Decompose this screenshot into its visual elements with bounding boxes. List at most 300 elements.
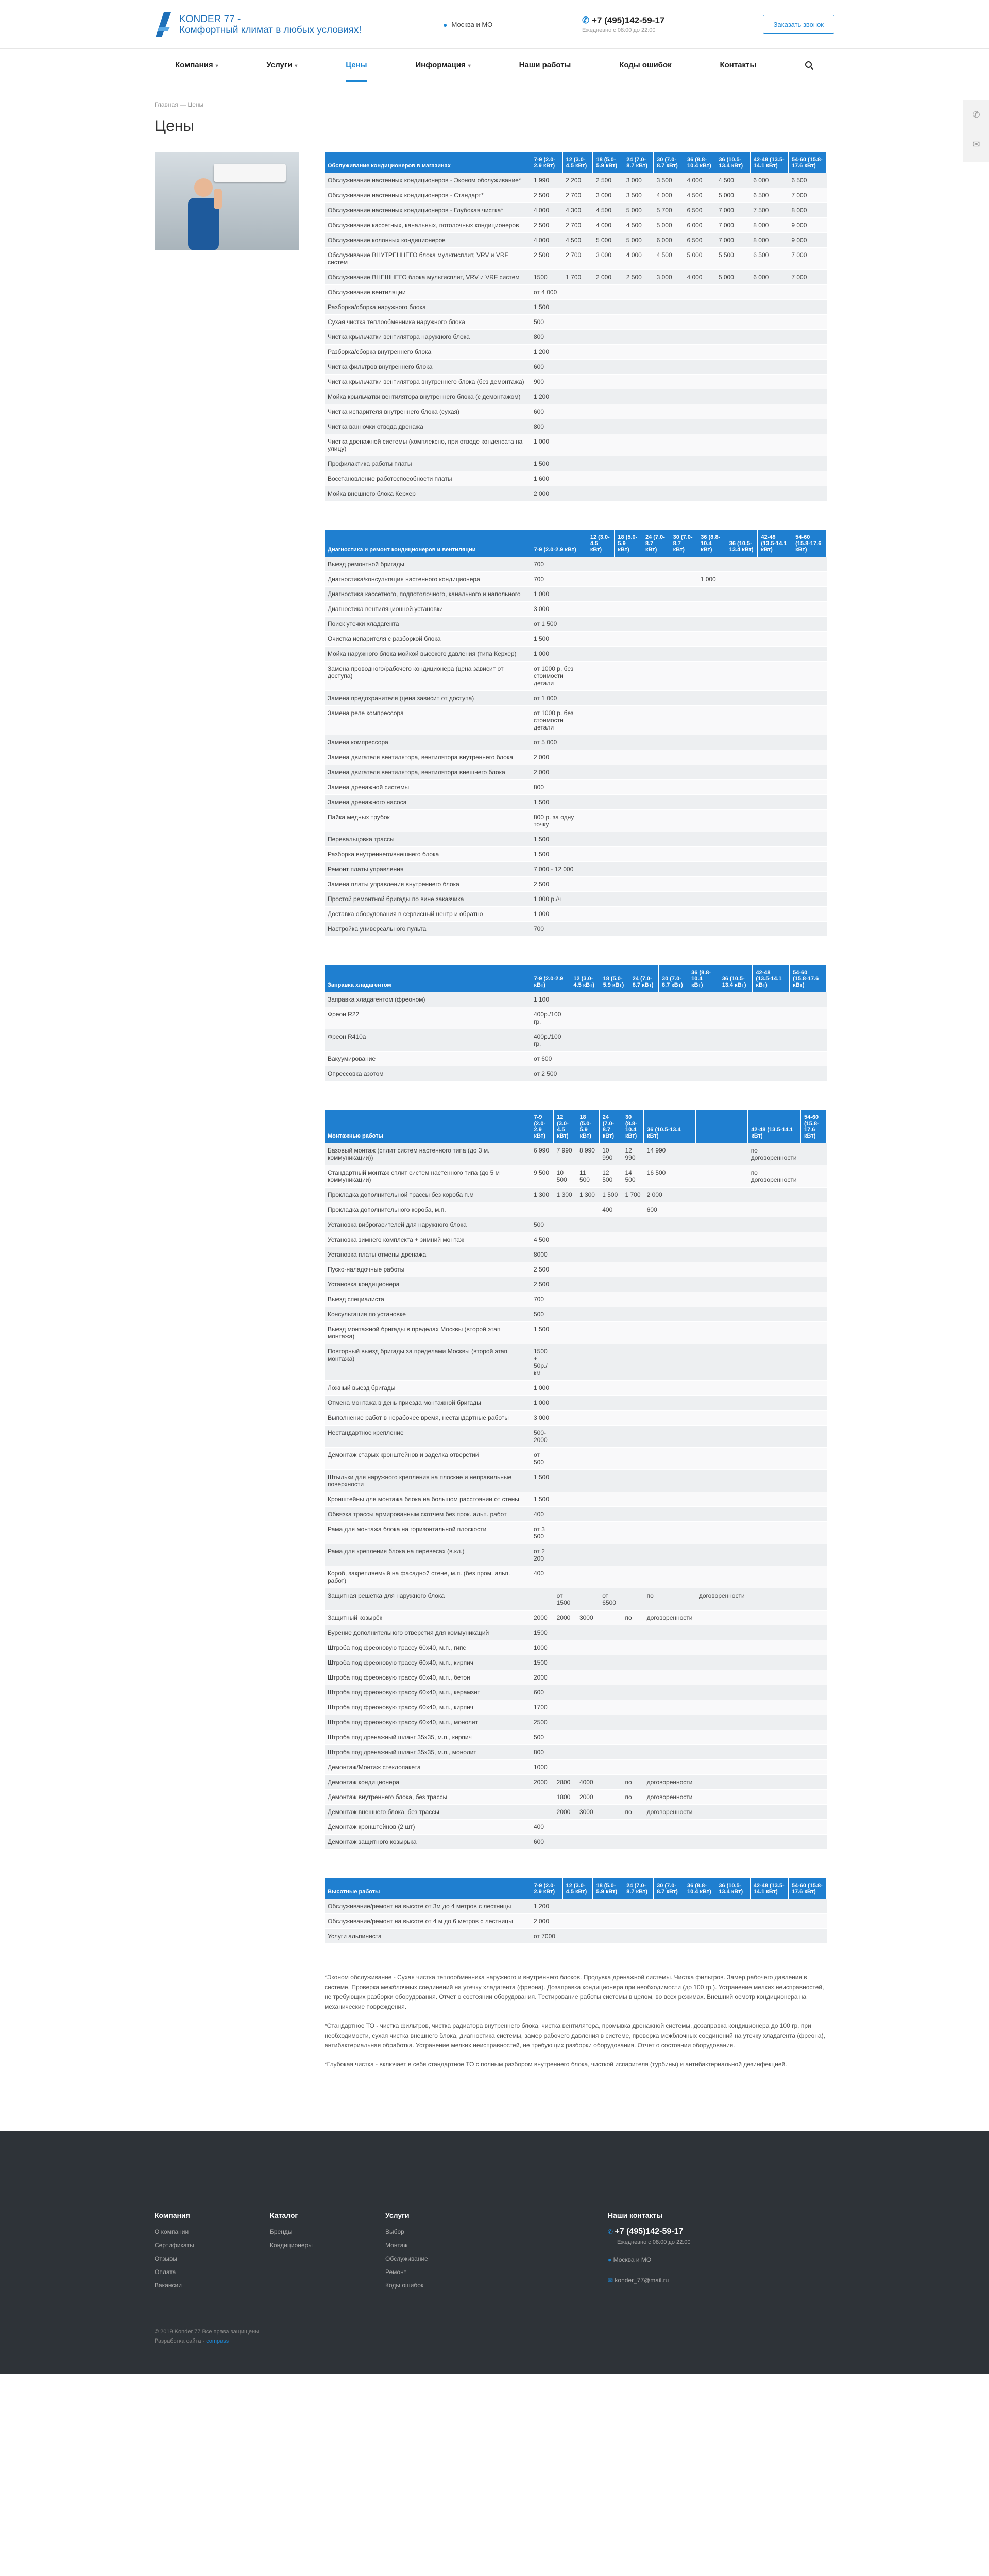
table-title: Диагностика и ремонт кондиционеров и вентиляции xyxy=(325,530,531,557)
price-cell xyxy=(753,1066,790,1081)
price-cell xyxy=(644,1745,696,1760)
price-cell xyxy=(576,1640,599,1655)
breadcrumb xyxy=(155,101,834,108)
price-cell xyxy=(792,810,827,832)
service-name: Демонтаж защитного козырька xyxy=(325,1835,531,1850)
price-cell xyxy=(696,1202,748,1217)
price-cell xyxy=(753,1007,790,1029)
table-row xyxy=(325,810,827,832)
price-cell xyxy=(593,389,623,404)
price-cell: 4000 xyxy=(576,1775,599,1790)
table-row xyxy=(325,922,827,937)
price-cell xyxy=(599,1745,622,1760)
note-deep-cleaning: *Глубокая чистка - включает в себя стандартное ТО с полным разбором внутреннего блока, чисткой испарителя (турбины) и антибактериальной дезинфекцией. xyxy=(325,2061,787,2068)
service-name: Замена реле компрессора xyxy=(325,706,531,735)
price-cell: 1 600 xyxy=(531,471,562,486)
column-header: 7-9 (2.0-2.9 кВт) xyxy=(531,152,562,173)
price-cell: по xyxy=(622,1611,643,1625)
nav-works-label[interactable]: Наши работы xyxy=(519,61,571,70)
column-header: 36 (8.8-10.4 кВт) xyxy=(688,965,719,992)
footer-link[interactable]: Бренды xyxy=(270,2228,293,2235)
price-cell xyxy=(792,832,827,847)
price-cell xyxy=(593,434,623,456)
price-cell: 4 000 xyxy=(531,203,562,218)
table-row xyxy=(325,795,827,810)
price-cell xyxy=(758,810,792,832)
price-cell xyxy=(696,1700,748,1715)
footer-phone[interactable] xyxy=(608,2225,834,2239)
price-cell xyxy=(684,404,715,419)
nav-services[interactable] xyxy=(267,49,298,82)
footer-city xyxy=(608,2253,834,2266)
service-name: Штроба под дренажный шланг 35х35, м.п., монолит xyxy=(325,1745,531,1760)
footer-link[interactable]: О компании xyxy=(155,2228,189,2235)
table-row xyxy=(325,617,827,632)
footer-city-label: Москва и МО xyxy=(613,2256,652,2263)
price-cell xyxy=(726,795,758,810)
table-row xyxy=(325,992,827,1007)
price-cell xyxy=(644,1820,696,1835)
price-cell xyxy=(753,1029,790,1052)
price-cell xyxy=(801,1262,827,1277)
table-row xyxy=(325,750,827,765)
price-cell xyxy=(748,1820,801,1835)
price-cell xyxy=(615,632,642,647)
price-cell: 2000 xyxy=(531,1670,554,1685)
price-cell xyxy=(629,1052,658,1066)
price-cell xyxy=(587,691,615,706)
service-name: Разборка/сборка внутреннего блока xyxy=(325,345,531,360)
column-header: 36 (10.5-13.4 кВт) xyxy=(719,965,753,992)
nav-works[interactable] xyxy=(519,49,571,82)
service-name: Чистка испарителя внутреннего блока (сухая) xyxy=(325,404,531,419)
table-row xyxy=(325,691,827,706)
price-cell xyxy=(554,1492,576,1507)
price-cell: 4 000 xyxy=(684,173,715,188)
price-cell xyxy=(599,1381,622,1396)
price-cell xyxy=(562,434,593,456)
column-header: 36 (10.5-13.4 кВт) xyxy=(644,1110,696,1143)
side-widget[interactable] xyxy=(963,100,989,162)
price-cell xyxy=(726,765,758,780)
footer-link[interactable]: Обслуживание xyxy=(385,2255,428,2262)
nav-error-codes-label[interactable]: Коды ошибок xyxy=(619,61,672,70)
price-cell xyxy=(554,1292,576,1307)
table-row xyxy=(325,1566,827,1588)
price-cell: 1800 xyxy=(554,1790,576,1805)
price-cell xyxy=(576,1715,599,1730)
price-cell xyxy=(788,1929,826,1944)
price-cell xyxy=(719,992,753,1007)
column-header: 36 (10.5-13.4 кВт) xyxy=(726,530,758,557)
price-cell xyxy=(622,1835,643,1850)
price-cell xyxy=(599,1292,622,1307)
logo[interactable] xyxy=(155,11,443,38)
price-cell: 3 500 xyxy=(654,173,684,188)
service-name: Установка зимнего комплекта + зимний монтаж xyxy=(325,1232,531,1247)
price-cell xyxy=(670,862,697,877)
price-cell xyxy=(576,1544,599,1566)
table-row xyxy=(325,907,827,922)
price-cell xyxy=(593,315,623,330)
table-row xyxy=(325,1760,827,1775)
price-cell xyxy=(599,1611,622,1625)
price-cell xyxy=(758,572,792,587)
table-row xyxy=(325,419,827,434)
price-cell xyxy=(644,1655,696,1670)
price-cell xyxy=(801,1277,827,1292)
table-row xyxy=(325,248,827,270)
price-cell xyxy=(753,992,790,1007)
price-cell xyxy=(587,765,615,780)
footer-link[interactable]: Сертификаты xyxy=(155,2242,194,2249)
price-cell xyxy=(593,471,623,486)
price-cell xyxy=(801,1411,827,1426)
price-cell xyxy=(696,1760,748,1775)
price-cell: 6 000 xyxy=(654,233,684,248)
price-cell xyxy=(593,419,623,434)
price-cell: 1 000 xyxy=(697,572,726,587)
price-cell xyxy=(697,765,726,780)
price-cell xyxy=(801,1188,827,1202)
price-cell xyxy=(801,1700,827,1715)
footer-link[interactable]: Монтаж xyxy=(385,2242,408,2249)
price-cell xyxy=(670,662,697,691)
price-cell xyxy=(587,557,615,572)
column-header: 30 (8.8-10.4 кВт) xyxy=(622,1110,643,1143)
price-cell xyxy=(697,617,726,632)
service-name: Штыльки для наружного крепления на плоские и неправильные поверхности xyxy=(325,1470,531,1492)
table-title: Монтажные работы xyxy=(325,1110,531,1143)
service-name: Базовый монтаж (сплит систем настенного типа (до 3 м. коммуникации)) xyxy=(325,1143,531,1165)
service-name: Восстановление работоспособности платы xyxy=(325,471,531,486)
price-cell xyxy=(726,557,758,572)
price-cell xyxy=(697,922,726,937)
service-name: Обслуживание вентиляции xyxy=(325,285,531,300)
price-cell xyxy=(615,691,642,706)
price-cell xyxy=(748,1522,801,1544)
price-cell: по xyxy=(644,1588,696,1611)
price-cell: 8 000 xyxy=(750,218,788,233)
copyright-text: © 2019 Konder 77 Все права защищены xyxy=(155,2329,259,2335)
price-cell xyxy=(654,486,684,501)
nav-company-label[interactable]: Компания xyxy=(175,61,213,70)
search-icon[interactable] xyxy=(805,49,814,82)
footer-link[interactable]: Отзывы xyxy=(155,2255,177,2262)
service-name: Опрессовка азотом xyxy=(325,1066,531,1081)
price-cell: 1 700 xyxy=(622,1188,643,1202)
price-cell xyxy=(670,877,697,892)
footer-col-services xyxy=(385,2209,501,2292)
price-cell xyxy=(587,810,615,832)
price-cell xyxy=(696,1396,748,1411)
price-cell xyxy=(715,419,750,434)
price-cell xyxy=(576,1396,599,1411)
footer-link[interactable]: Коды ошибок xyxy=(385,2282,424,2289)
price-cell xyxy=(600,992,629,1007)
price-cell: 800 xyxy=(531,419,562,434)
service-name: Обслуживание кассетных, канальных, потолочных кондиционеров xyxy=(325,218,531,233)
price-cell xyxy=(554,1277,576,1292)
service-name: Замена предохранителя (цена зависит от доступа) xyxy=(325,691,531,706)
price-cell: от 6500 xyxy=(599,1588,622,1611)
price-cell xyxy=(622,1670,643,1685)
column-header: 42-48 (13.5-14.1 кВт) xyxy=(750,152,788,173)
price-cell xyxy=(622,1448,643,1470)
price-cell xyxy=(622,1232,643,1247)
price-cell xyxy=(576,1685,599,1700)
price-cell: 400 xyxy=(531,1820,554,1835)
service-name: Диагностика вентиляционной установки xyxy=(325,602,531,617)
price-cell xyxy=(670,922,697,937)
price-cell xyxy=(623,375,654,389)
nav-info-label[interactable]: Информация xyxy=(415,61,466,70)
city-selector[interactable] xyxy=(443,21,582,29)
price-cell xyxy=(696,1566,748,1588)
table-row xyxy=(325,1611,827,1625)
price-cell: 8000 xyxy=(531,1247,554,1262)
chevron-down-icon: ▾ xyxy=(295,63,298,69)
price-cell xyxy=(697,847,726,862)
service-name: Замена платы управления внутреннего блока xyxy=(325,877,531,892)
price-cell xyxy=(622,1730,643,1745)
service-name: Демонтаж внешнего блока, без трассы xyxy=(325,1805,531,1820)
price-cell xyxy=(696,1381,748,1396)
price-cell: 4 000 xyxy=(654,188,684,203)
table-row xyxy=(325,847,827,862)
price-cell xyxy=(644,1544,696,1566)
price-cell xyxy=(642,602,670,617)
price-cell xyxy=(696,1322,748,1344)
price-cell xyxy=(696,1470,748,1492)
price-cell xyxy=(623,1899,654,1914)
table-row xyxy=(325,647,827,662)
price-cell xyxy=(750,360,788,375)
header-phone[interactable] xyxy=(582,15,711,26)
price-cell xyxy=(696,1685,748,1700)
price-cell: по договоренности xyxy=(748,1143,801,1165)
table-row xyxy=(325,1745,827,1760)
mail-widget-icon[interactable]: ✉ xyxy=(972,139,980,149)
nav-prices[interactable] xyxy=(346,49,367,82)
price-cell xyxy=(788,434,826,456)
price-cell xyxy=(570,1007,600,1029)
price-cell: 500 xyxy=(531,1307,554,1322)
price-cell: 8 000 xyxy=(788,203,826,218)
price-cell xyxy=(644,1426,696,1448)
price-cell xyxy=(576,1566,599,1588)
column-header: 30 (7.0-8.7 кВт) xyxy=(670,530,697,557)
price-cell xyxy=(748,1640,801,1655)
price-cell xyxy=(642,832,670,847)
service-name: Чистка фильтров внутреннего блока xyxy=(325,360,531,375)
footer-email-address[interactable]: konder_77@mail.ru xyxy=(615,2277,669,2284)
column-header: 24 (7.0-8.7 кВт) xyxy=(629,965,658,992)
price-cell: 11 500 xyxy=(576,1165,599,1188)
price-cell xyxy=(696,1344,748,1381)
price-cell xyxy=(788,486,826,501)
phone-widget-icon[interactable]: ✆ xyxy=(972,110,980,120)
price-cell xyxy=(562,1914,593,1929)
table-row xyxy=(325,1066,827,1081)
column-header: 7-9 (2.0-2.9 кВт) xyxy=(531,1878,562,1899)
price-cell xyxy=(748,1670,801,1685)
price-cell xyxy=(696,1292,748,1307)
column-header: 18 (5.0-5.9 кВт) xyxy=(576,1110,599,1143)
service-name: Поиск утечки хладагента xyxy=(325,617,531,632)
price-cell xyxy=(792,706,827,735)
price-cell xyxy=(748,1292,801,1307)
price-cell xyxy=(642,862,670,877)
price-cell xyxy=(622,1202,643,1217)
price-cell xyxy=(599,1322,622,1344)
price-cell xyxy=(599,1790,622,1805)
price-cell xyxy=(593,1899,623,1914)
footer-link[interactable]: Кондиционеры xyxy=(270,2242,313,2249)
price-cell xyxy=(587,795,615,810)
price-cell: 2 000 xyxy=(531,1914,562,1929)
price-cell: 4 500 xyxy=(623,218,654,233)
price-cell xyxy=(670,706,697,735)
price-cell: 1500 xyxy=(531,270,562,285)
price-cell xyxy=(715,404,750,419)
price-cell xyxy=(801,1344,827,1381)
price-cell xyxy=(642,662,670,691)
price-cell xyxy=(726,750,758,765)
price-cell: 6 500 xyxy=(750,248,788,270)
column-header: 18 (5.0-5.9 кВт) xyxy=(593,1878,623,1899)
price-cell xyxy=(622,1685,643,1700)
price-cell xyxy=(570,1066,600,1081)
price-cell xyxy=(697,750,726,765)
price-cell: 3 000 xyxy=(623,173,654,188)
price-cell: 800 xyxy=(531,1745,554,1760)
price-cell xyxy=(562,300,593,315)
breadcrumb-home[interactable]: Главная xyxy=(155,101,178,108)
service-name: Пайка медных трубок xyxy=(325,810,531,832)
price-cell xyxy=(684,375,715,389)
price-cell xyxy=(792,735,827,750)
price-cell: от 4 000 xyxy=(531,285,562,300)
price-cell xyxy=(622,1522,643,1544)
table-row xyxy=(325,300,827,315)
price-cell xyxy=(748,1685,801,1700)
price-cell: 6 500 xyxy=(684,233,715,248)
price-cell xyxy=(654,300,684,315)
callback-button[interactable]: Заказать звонок xyxy=(763,15,834,34)
price-cell xyxy=(644,1396,696,1411)
price-cell xyxy=(576,1292,599,1307)
footer-email[interactable] xyxy=(608,2274,834,2287)
price-cell xyxy=(684,471,715,486)
nav-info[interactable] xyxy=(415,49,470,82)
developer-label: Разработка сайта - xyxy=(155,2338,207,2344)
price-cell xyxy=(688,1052,719,1066)
price-cell: от 7000 xyxy=(531,1929,562,1944)
price-cell xyxy=(748,1790,801,1805)
price-cell xyxy=(788,1899,826,1914)
footer-link[interactable]: Выбор xyxy=(385,2228,404,2235)
footer-link[interactable]: Вакансии xyxy=(155,2282,182,2289)
price-cell xyxy=(570,992,600,1007)
table-row xyxy=(325,345,827,360)
price-cell xyxy=(748,1715,801,1730)
footer-link[interactable]: Ремонт xyxy=(385,2268,407,2276)
price-cell: по договоренности xyxy=(748,1165,801,1188)
nav-prices-label[interactable]: Цены xyxy=(346,61,367,70)
service-name: Штроба под фреоновую трассу 60х40, м.п., керамзит xyxy=(325,1685,531,1700)
price-cell xyxy=(622,1426,643,1448)
price-cell xyxy=(719,1066,753,1081)
column-header: 12 (3.0-4.5 кВт) xyxy=(562,152,593,173)
nav-contacts[interactable] xyxy=(720,49,756,82)
table-row xyxy=(325,557,827,572)
price-cell xyxy=(715,1914,750,1929)
service-name: Бурение дополнительного отверстия для коммуникаций xyxy=(325,1625,531,1640)
price-cell xyxy=(599,1470,622,1492)
price-cell xyxy=(623,300,654,315)
header-phone-number[interactable]: +7 (495)142-59-17 xyxy=(591,15,665,25)
price-cell xyxy=(622,1640,643,1655)
price-cell xyxy=(801,1588,827,1611)
footer-link[interactable]: Оплата xyxy=(155,2268,176,2276)
price-cell xyxy=(593,285,623,300)
nav-error-codes[interactable] xyxy=(619,49,671,82)
price-cell xyxy=(623,285,654,300)
footer-phone-number[interactable]: +7 (495)142-59-17 xyxy=(615,2227,684,2236)
nav-services-label[interactable]: Услуги xyxy=(266,61,293,70)
price-cell xyxy=(623,360,654,375)
price-cell xyxy=(554,1202,576,1217)
price-cell: 3 500 xyxy=(623,188,654,203)
price-cell xyxy=(644,1232,696,1247)
service-name: Отмена монтажа в день приезда монтажной бригады xyxy=(325,1396,531,1411)
price-cell xyxy=(554,1262,576,1277)
price-cell xyxy=(758,907,792,922)
service-name: Установка платы отмены дренажа xyxy=(325,1247,531,1262)
nav-contacts-label[interactable]: Контакты xyxy=(720,61,757,70)
table-row xyxy=(325,360,827,375)
price-cell xyxy=(758,587,792,602)
price-cell xyxy=(788,471,826,486)
price-cell: 4 300 xyxy=(562,203,593,218)
price-cell xyxy=(615,602,642,617)
price-cell: 1 700 xyxy=(562,270,593,285)
table-row xyxy=(325,765,827,780)
price-cell xyxy=(658,992,688,1007)
developer-link[interactable]: compass xyxy=(206,2338,229,2344)
price-cell xyxy=(593,1929,623,1944)
brand-slogan: Комфортный климат в любых условиях! xyxy=(179,24,362,36)
price-cell xyxy=(715,330,750,345)
phone-icon: ✆ xyxy=(608,2228,613,2235)
note-standard: *Стандартное ТО - чистка фильтров, чистка радиатора внутреннего блока, чистка вентилятора, промывка дренажной системы, дозаправка кондиционера до 100 гр. при необходимости, сухая чистка внешнего блока, диагностика системы, замер рабочего давления в системе, проверка межблочных соединений на утечку хладагента (фреона), антибактериальная обработка. Устранение мелких неисправностей, не требующих разборки оборудования. Отчет о состоянии оборудования. xyxy=(325,2022,825,2049)
column-header: 12 (3.0-4.5 кВт) xyxy=(570,965,600,992)
price-cell xyxy=(758,922,792,937)
table-row xyxy=(325,233,827,248)
price-cell xyxy=(750,419,788,434)
service-name: Доставка оборудования в сервисный центр и обратно xyxy=(325,907,531,922)
service-name: Выезд ремонтной бригады xyxy=(325,557,531,572)
price-cell xyxy=(758,691,792,706)
price-cell xyxy=(788,360,826,375)
price-cell: 700 xyxy=(531,572,587,587)
price-cell xyxy=(587,735,615,750)
price-cell xyxy=(801,1426,827,1448)
price-cell: 1 000 xyxy=(531,647,587,662)
table-row xyxy=(325,1507,827,1522)
nav-company[interactable] xyxy=(175,49,218,82)
